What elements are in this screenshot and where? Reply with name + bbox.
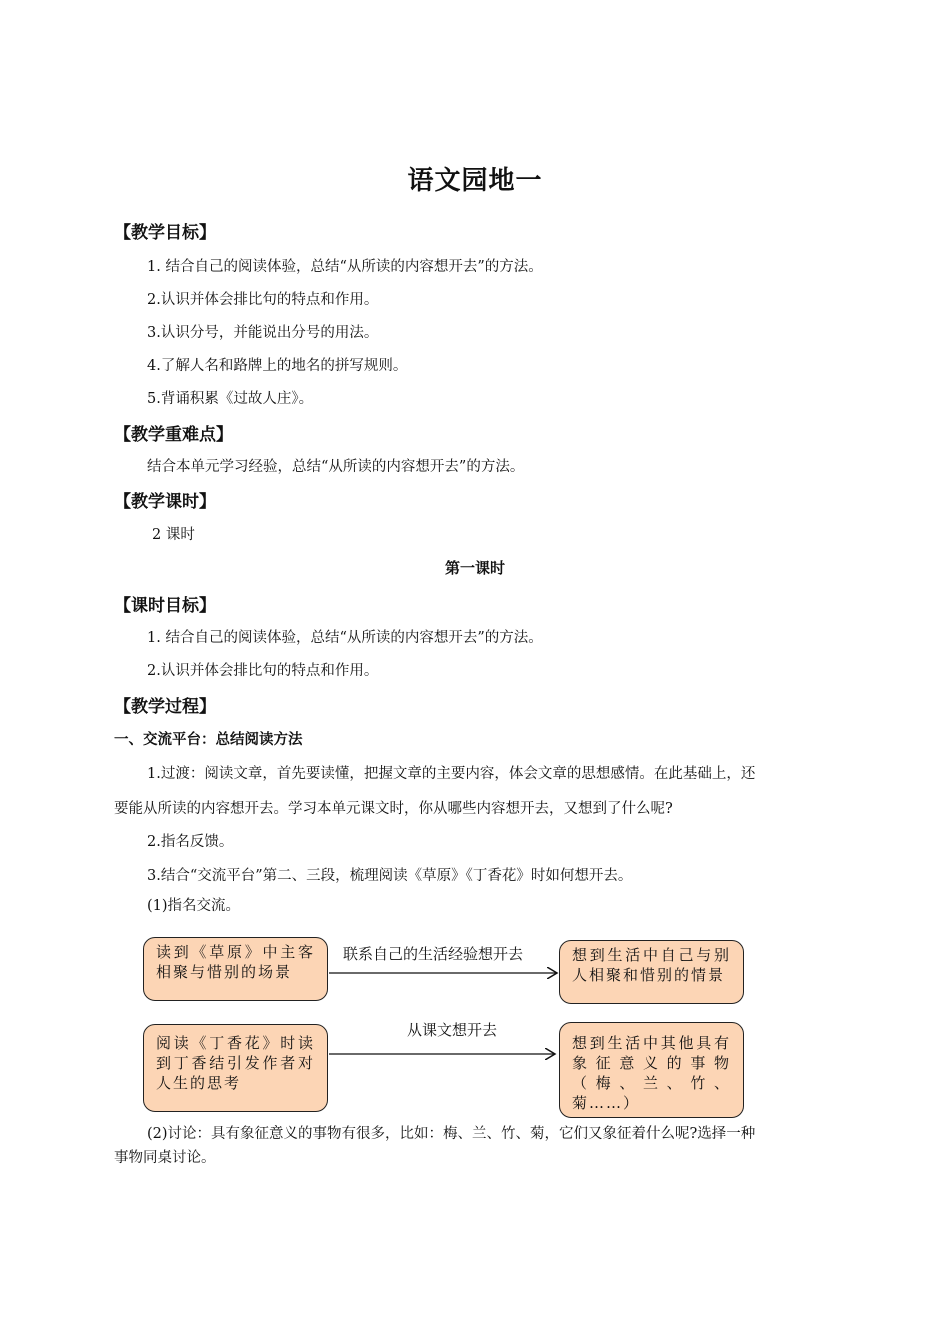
- diagram-box-grassland: 读到《草原》中主客 相聚与惜别的场景: [143, 937, 328, 1001]
- goal-item-3: 3.认识分号，并能说出分号的用法。: [147, 325, 379, 341]
- goal-item-4: 4.了解人名和路牌上的地名的拼写规则。: [147, 358, 408, 374]
- para5-line2: 事物同桌讨论。: [114, 1150, 216, 1166]
- para1-line1: 1.过渡：阅读文章，首先要读懂，把握文章的主要内容，体会文章的思想感情。在此基础上，还: [147, 766, 756, 782]
- key-points-heading: 【教学重难点】: [114, 425, 233, 445]
- periods-heading: 【教学课时】: [114, 492, 216, 512]
- diagram-box-meeting-parting: 想到生活中自己与别人相聚和惜别的情景: [559, 940, 744, 1004]
- arrow-label-life-experience: 联系自己的生活经验想开去: [343, 945, 524, 963]
- lesson1-title: 第一课时: [444, 559, 505, 577]
- lesson1-goal-1: 1. 结合自己的阅读体验，总结“从所读的内容想开去”的方法。: [147, 630, 543, 646]
- key-points-text: 结合本单元学习经验，总结“从所读的内容想开去”的方法。: [147, 459, 525, 475]
- page-title: 语文园地一: [407, 166, 543, 196]
- goal-item-2: 2.认识并体会排比句的特点和作用。: [147, 292, 379, 308]
- diagram-box-symbolic-things: 想到生活中其他具有象征意义的事物（梅、兰、竹、菊……）: [559, 1022, 744, 1118]
- section1-title: 一、交流平台：总结阅读方法: [114, 732, 303, 748]
- lesson1-goal-2: 2.认识并体会排比句的特点和作用。: [147, 663, 379, 679]
- para3: 3.结合“交流平台”第二、三段，梳理阅读《草原》《丁香花》时如何想开去。: [147, 868, 633, 884]
- para4: (1)指名交流。: [147, 898, 241, 914]
- arrow-label-from-text: 从课文想开去: [407, 1021, 498, 1039]
- goals-heading: 【教学目标】: [114, 223, 216, 243]
- periods-text: 2 课时: [152, 527, 195, 543]
- goal-item-5: 5.背诵积累《过故人庄》。: [147, 391, 314, 407]
- lesson1-goals-heading: 【课时目标】: [114, 596, 216, 616]
- para2: 2.指名反馈。: [147, 834, 234, 850]
- para5-line1: (2)讨论：具有象征意义的事物有很多，比如：梅、兰、竹、菊，它们又象征着什么呢?选择一种: [147, 1126, 756, 1142]
- diagram-box-lilac: 阅读《丁香花》时读 到丁香结引发作者对 人生的思考: [143, 1024, 328, 1112]
- goal-item-1: 1. 结合自己的阅读体验，总结“从所读的内容想开去”的方法。: [147, 259, 543, 275]
- para1-line2: 要能从所读的内容想开去。学习本单元课文时，你从哪些内容想开去，又想到了什么呢?: [114, 801, 673, 817]
- process-heading: 【教学过程】: [114, 697, 216, 717]
